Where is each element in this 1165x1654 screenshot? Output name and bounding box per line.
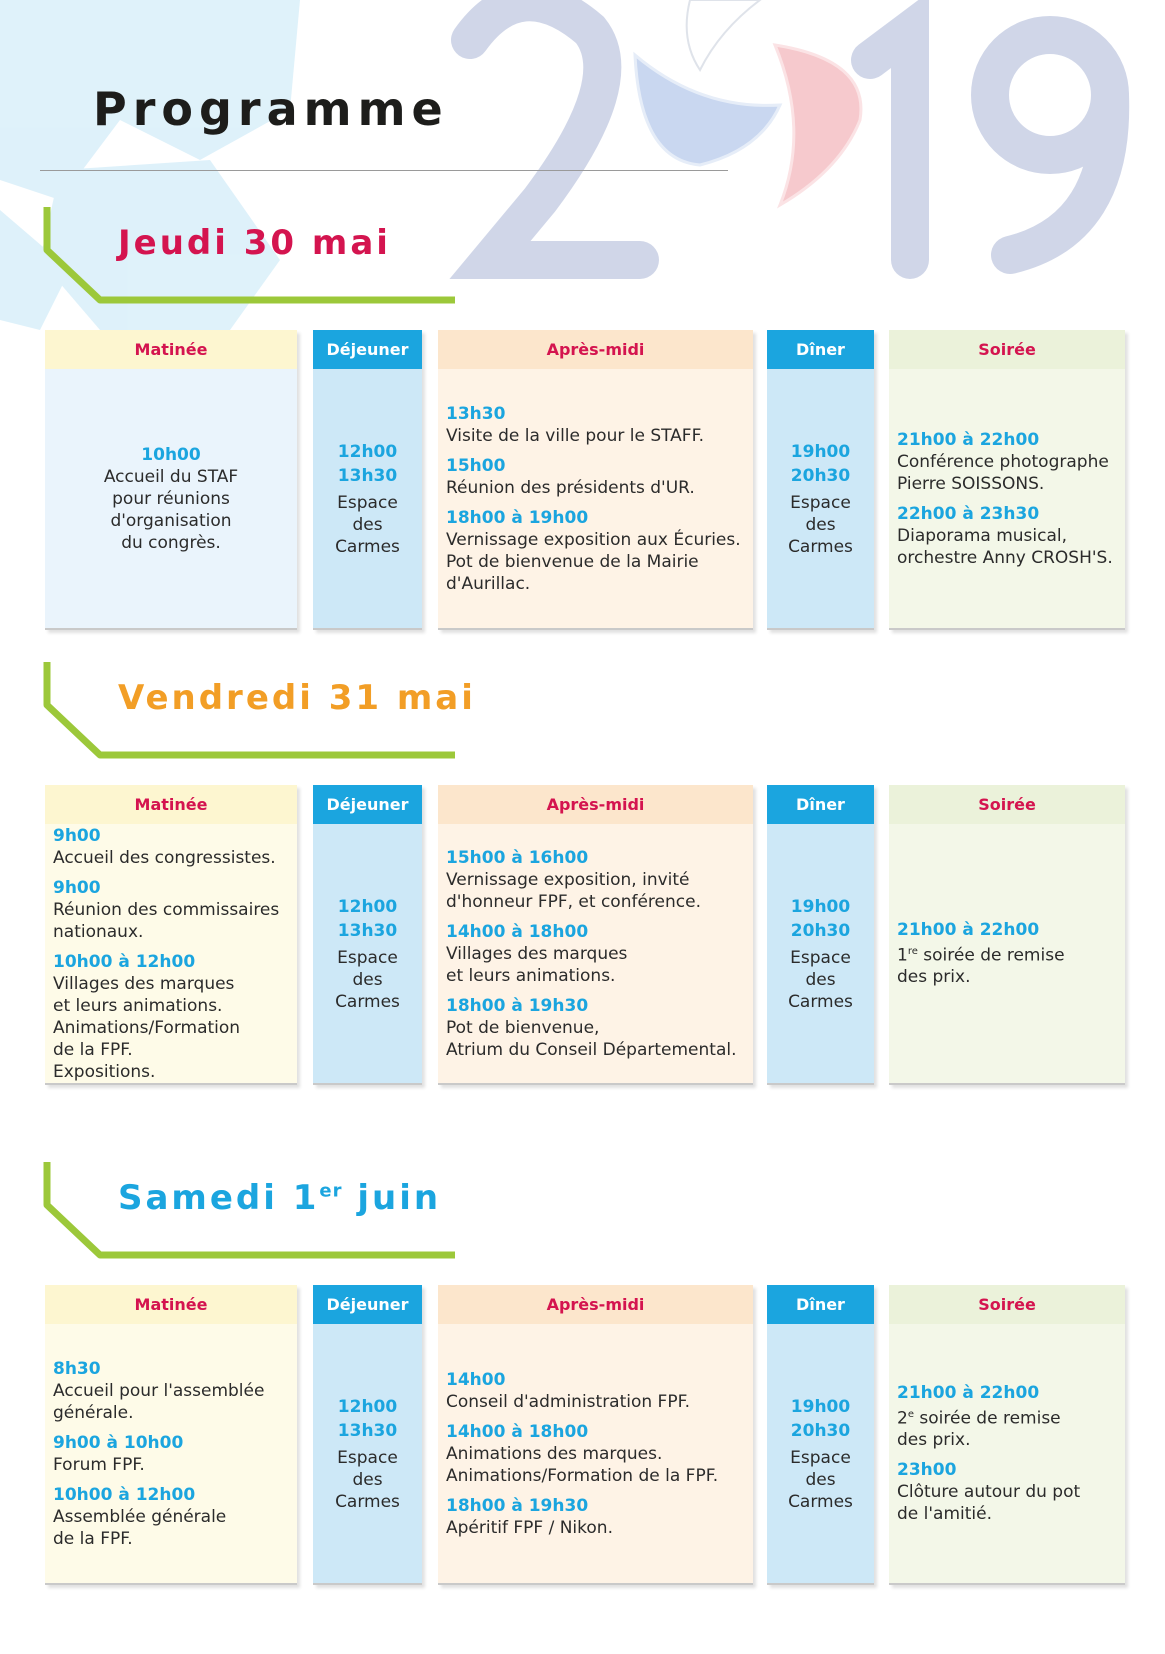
event [53,1432,289,1476]
column-matinee [45,1285,297,1585]
event [897,1382,1117,1452]
event [446,995,745,1061]
event-time: 9h00 [53,825,101,846]
event [446,507,745,595]
event-time: 18h00 à 19h30 [446,995,589,1016]
event-time: 10h00 à 12h00 [53,1484,196,1505]
page-title: Programme [93,82,449,136]
meal-place: Espace des Carmes [788,947,853,1012]
column-header: Matinée [45,785,297,824]
event [446,847,745,913]
meal-place: Espace des Carmes [335,947,400,1012]
event-time: 21h00 à 22h00 [897,919,1040,940]
column-diner [767,785,874,1085]
event-time: 15h00 à 16h00 [446,847,589,868]
event [53,877,289,943]
title-divider [40,170,728,171]
column-soiree [889,1285,1125,1585]
meal-times: 12h00 13h30 [337,896,398,941]
column-header: Après-midi [438,330,753,369]
column-header: Dîner [767,1285,874,1324]
event-description: Diaporama musical, orchestre Anny CROSH'S. [897,525,1113,568]
event-description: Forum FPF. [53,1454,145,1475]
event-description: Conseil d'administration FPF. [446,1391,691,1412]
column-dejeuner [313,330,422,630]
column-header: Après-midi [438,1285,753,1324]
column-matinee [45,330,297,630]
event-description: Apéritif FPF / Nikon. [446,1517,613,1538]
event-description: Réunion des présidents d'UR. [446,477,695,498]
event-description: Clôture autour du pot de l'amitié. [897,1482,1081,1525]
column-dejeuner [313,785,422,1085]
event-time: 14h00 à 18h00 [446,921,589,942]
event [53,1484,289,1550]
event-time: 10h00 à 12h00 [53,951,196,972]
event-time: 21h00 à 22h00 [897,1382,1040,1403]
meal-place: Espace des Carmes [788,492,853,557]
event-description: Visite de la ville pour le STAFF. [446,425,705,446]
event-description: 2e soirée de remise des prix. [897,1408,1061,1451]
event-description: Accueil du STAF pour réunions d'organisation du congrès. [103,466,239,553]
event-time: 14h00 [446,1369,506,1390]
meal-place: Espace des Carmes [335,492,400,557]
event-time: 13h30 [446,403,506,424]
column-header: Matinée [45,330,297,369]
event-time: 23h00 [897,1460,957,1481]
logo-icon [635,0,861,205]
meal-times: 12h00 13h30 [337,1396,398,1441]
year-watermark [470,2,1110,260]
meal-place: Espace des Carmes [335,1447,400,1512]
event [897,503,1117,569]
event-time: 10h00 [141,444,201,465]
column-header: Soirée [889,1285,1125,1324]
event-time: 18h00 à 19h30 [446,1495,589,1516]
event [446,1421,745,1487]
column-apres-midi [438,1285,753,1585]
event-description: Assemblée générale de la FPF. [53,1506,227,1549]
event-description: Accueil pour l'assemblée générale. [53,1380,265,1423]
event-description: Villages des marques et leurs animations. Animations/Formation de la FPF. Expositions. [53,973,241,1082]
meal-times: 12h00 13h30 [337,441,398,486]
event-description: Vernissage exposition aux Écuries. Pot de bienvenue de la Mairie d'Aurillac. [446,529,741,594]
column-header: Matinée [45,1285,297,1324]
event-description: Conférence photographe Pierre SOISSONS. [897,451,1109,494]
event [53,951,289,1083]
column-diner [767,330,874,630]
event-description: 1re soirée de remise des prix. [897,945,1065,988]
event-description: Vernissage exposition, invité d'honneur FPF, et conférence. [446,869,701,912]
column-header: Déjeuner [313,1285,422,1324]
event-description: Réunion des commissaires nationaux. [53,899,280,942]
event [897,1459,1117,1525]
event-description: Pot de bienvenue, Atrium du Conseil Départemental. [446,1017,737,1060]
event [446,403,745,447]
event-time: 18h00 à 19h00 [446,507,589,528]
day-bracket [40,1160,460,1275]
meal-times: 19h00 20h30 [790,1396,851,1441]
column-header: Soirée [889,785,1125,824]
event [897,919,1117,989]
event-time: 8h30 [53,1358,101,1379]
column-diner [767,1285,874,1585]
event-description: Animations des marques. Animations/Formation de la FPF. [446,1443,719,1486]
column-header: Déjeuner [313,330,422,369]
column-header: Après-midi [438,785,753,824]
column-soiree [889,330,1125,630]
day-title: Jeudi 30 mai [118,223,391,263]
event-time: 22h00 à 23h30 [897,503,1040,524]
column-matinee [45,785,297,1085]
day-bracket [40,205,460,320]
column-apres-midi [438,785,753,1085]
day-title: Vendredi 31 mai [118,678,476,718]
meal-times: 19h00 20h30 [790,441,851,486]
column-soiree [889,785,1125,1085]
day-title: Samedi 1er juin [118,1178,442,1218]
meal-times: 19h00 20h30 [790,896,851,941]
event-time: 9h00 à 10h00 [53,1432,184,1453]
column-header: Déjeuner [313,785,422,824]
event-description: Villages des marques et leurs animations. [446,943,628,986]
meal-place: Espace des Carmes [788,1447,853,1512]
event-time: 14h00 à 18h00 [446,1421,589,1442]
event-time: 9h00 [53,877,101,898]
event [446,1495,745,1539]
column-apres-midi [438,330,753,630]
event [53,1358,289,1424]
event [446,1369,745,1413]
day-bracket [40,660,460,775]
column-header: Dîner [767,785,874,824]
column-header: Dîner [767,330,874,369]
event [446,455,745,499]
event-time: 15h00 [446,455,506,476]
event-time: 21h00 à 22h00 [897,429,1040,450]
event [53,825,289,869]
event-description: Accueil des congressistes. [53,847,276,868]
event [897,429,1117,495]
column-dejeuner [313,1285,422,1585]
event [446,921,745,987]
event [104,444,238,554]
column-header: Soirée [889,330,1125,369]
